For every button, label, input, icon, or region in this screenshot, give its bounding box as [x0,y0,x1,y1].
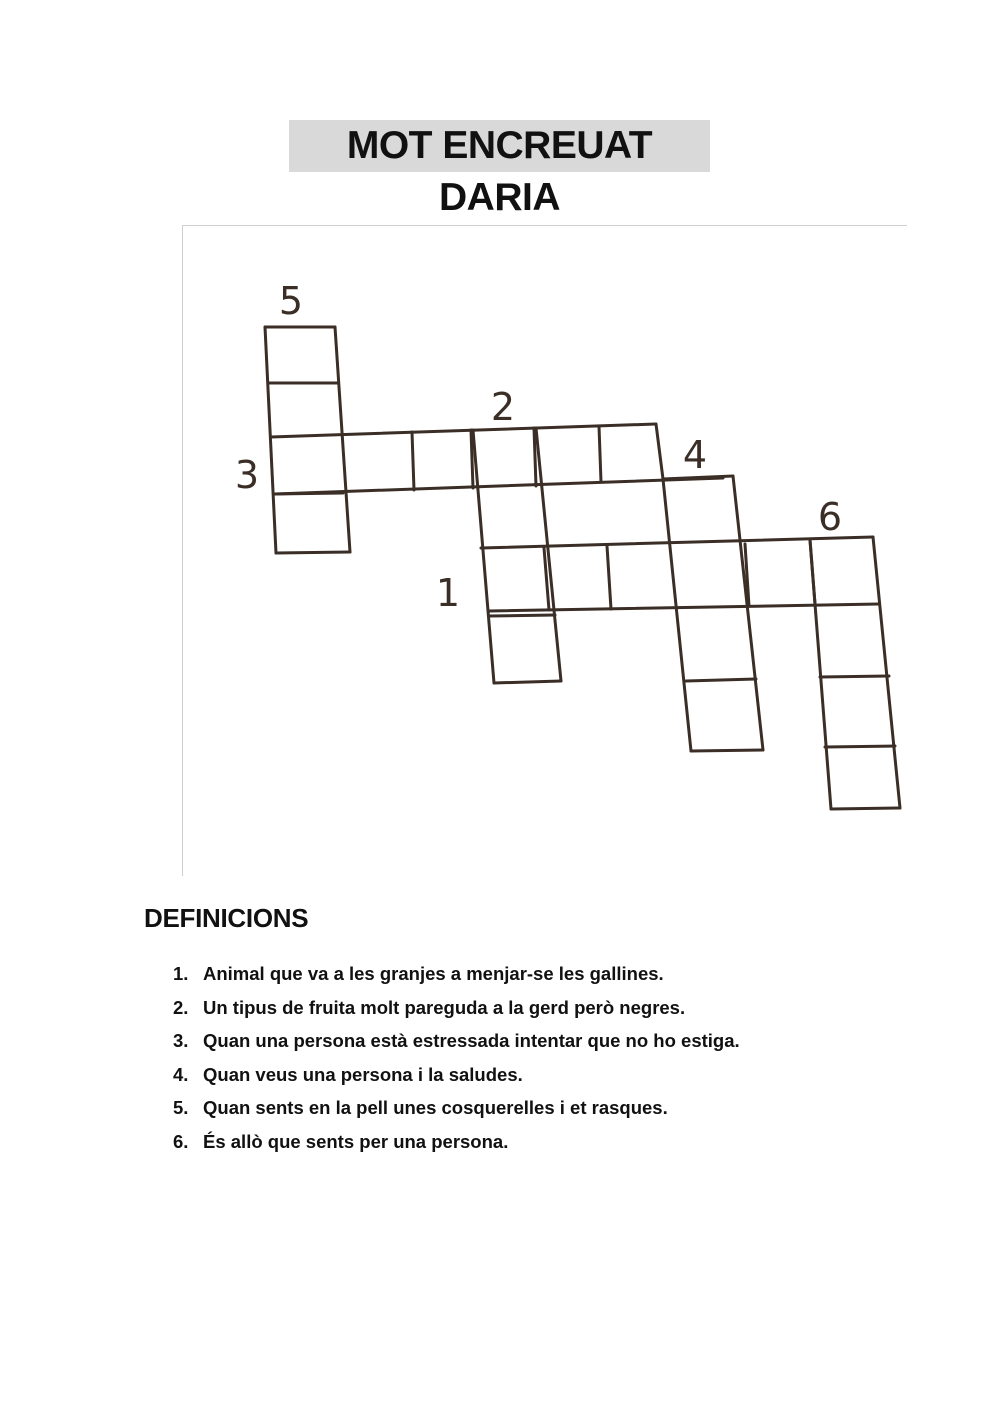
definition-text: Quan veus una persona i la saludes. [203,1063,523,1085]
clue-number-1: 1 [435,571,461,615]
definition-item [173,1096,740,1130]
word-1-cells [481,537,879,611]
crossword-grid [183,226,907,876]
clue-number-3: 3 [234,453,260,497]
definition-number: 3. [173,1030,189,1051]
word-5-cells [265,327,350,553]
clue-number-4: 4 [682,433,708,477]
definition-item [173,1130,740,1164]
definition-number: 2. [173,996,189,1018]
definitions-heading: DEFINICIONS [144,903,309,933]
clue-number-5: 5 [278,279,304,323]
definition-text: Quan una persona està estressada intentar que no ho estiga. [203,1030,740,1051]
definition-item [173,996,740,1030]
page-title: MOT ENCREUAT DARIA [289,120,710,172]
crossword-image [182,225,907,876]
definition-text: Animal que va a les granjes a menjar-se les gallines. [203,963,664,984]
definition-item [173,1063,740,1097]
word-2-cells [473,428,561,683]
definition-text: Quan sents en la pell unes cosquerelles i et rasques. [203,1097,668,1118]
word-4-cells [663,476,763,751]
word-3-cells [271,424,723,494]
definitions-list [173,962,740,1163]
definition-number: 6. [173,1130,189,1152]
definition-item [173,962,740,996]
definition-text: Un tipus de fruita molt pareguda a la gerd però negres. [203,996,686,1018]
definition-number: 4. [173,1063,189,1085]
definition-number: 5. [173,1097,189,1118]
clue-number-6: 6 [817,495,843,539]
definition-text: És allò que sents per una persona. [203,1130,509,1152]
definition-item [173,1029,740,1063]
clue-number-2: 2 [490,385,516,429]
word-6-cells [810,537,900,809]
definition-number: 1. [173,963,189,984]
